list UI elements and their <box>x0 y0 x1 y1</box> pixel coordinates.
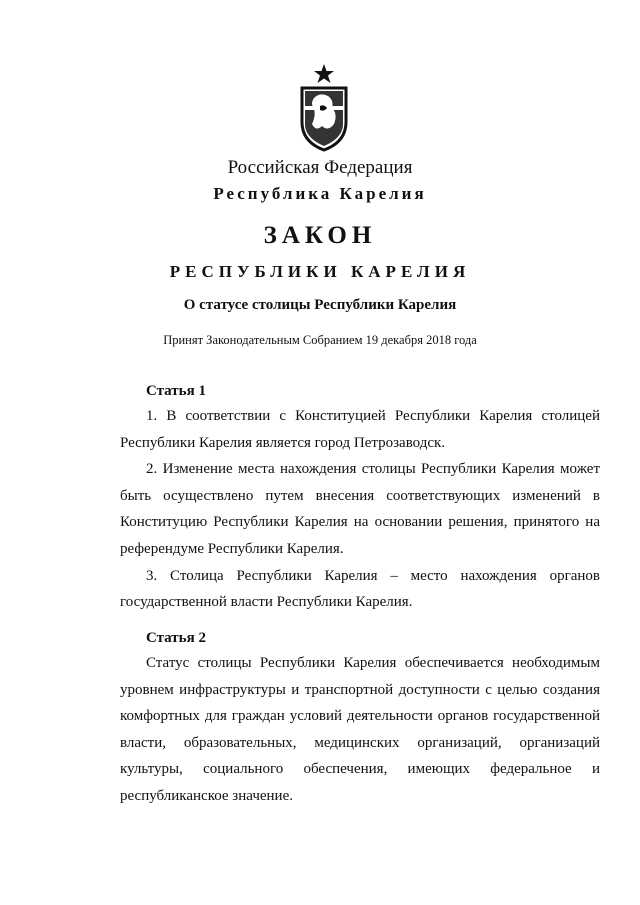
article-1-heading: Статья 1 <box>146 383 206 399</box>
article-2-heading: Статья 2 <box>146 630 206 646</box>
document-issuer: РЕСПУБЛИКИ КАРЕЛИЯ <box>169 262 471 281</box>
article-1-body <box>120 403 600 616</box>
article-1-paragraph-3: 3. Столица Республики Карелия – место нахождения органов государственной власти Республики Карелия. <box>120 567 600 611</box>
document-title: О статусе столицы Республики Карелия <box>183 297 457 313</box>
republic-name: Республика Карелия <box>213 184 427 203</box>
document-type: ЗАКОН <box>263 222 377 249</box>
article-2-paragraph-1: Статус столицы Республики Карелия обеспечивается необходимым уровнем инфраструктуры и транспортной доступности с целью создания комфортных для граждан условий деятельности органов государственной власти, образовательных, медицинских организаций, организаций культуры, социального обеспечения, имеющих федеральное и республиканское значение. <box>120 655 600 804</box>
adoption-note: Принят Законодательным Собранием 19 декабря 2018 года <box>163 333 477 347</box>
article-1-paragraph-2: 2. Изменение места нахождения столицы Республики Карелия может быть осуществлено путем внесения соответствующих изменений в Конституцию Республики Карелия на основании решения, принятого на референдуме Республики Карелия. <box>120 461 600 557</box>
country-name: Российская Федерация <box>227 157 413 178</box>
coat-of-arms-icon <box>294 62 354 152</box>
article-2-body <box>120 650 600 810</box>
article-1-paragraph-1: 1. В соответствии с Конституцией Республики Карелия столицей Республики Карелия является город Петрозаводск. <box>120 408 600 451</box>
